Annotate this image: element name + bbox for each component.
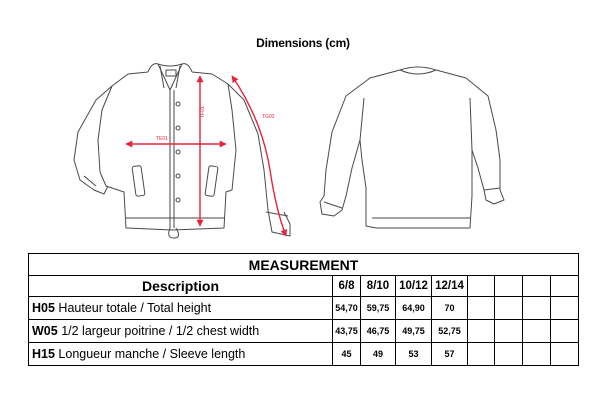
table-cell: 46,75 [361, 320, 396, 343]
table-cell [523, 320, 551, 343]
table-cell: 54,70 [333, 297, 361, 320]
table-cell: 59,75 [361, 297, 396, 320]
table-cell: 49,75 [396, 320, 432, 343]
table-cell [523, 343, 551, 366]
size-header [495, 276, 523, 297]
table-cell [495, 320, 523, 343]
size-header: 6/8 [333, 276, 361, 297]
table-cell [468, 343, 495, 366]
total-height-figure-label: TF01 [200, 106, 206, 118]
table-cell [551, 320, 579, 343]
size-header: 12/14 [432, 276, 468, 297]
size-header: 10/12 [396, 276, 432, 297]
row-label: Hauteur totale / Total height [58, 301, 212, 315]
table-cell [523, 297, 551, 320]
row-label: 1/2 largeur poitrine / 1/2 chest width [61, 324, 260, 338]
table-cell: 49 [361, 343, 396, 366]
table-cell: 64,90 [396, 297, 432, 320]
size-header: 8/10 [361, 276, 396, 297]
table-cell [468, 320, 495, 343]
chest-width-figure-label: TE01 [156, 136, 168, 142]
row-description [29, 297, 333, 320]
table-cell [551, 343, 579, 366]
table-cell: 45 [333, 343, 361, 366]
description-header: Description [29, 276, 333, 297]
size-header [468, 276, 495, 297]
sleeve-length-figure-label: TG02 [262, 114, 275, 120]
size-header [551, 276, 579, 297]
table-header-row [29, 276, 579, 297]
measurement-banner: MEASUREMENT [29, 254, 579, 276]
row-description [29, 343, 333, 366]
jacket-back-view [320, 67, 504, 228]
measurement-table [28, 253, 579, 366]
table-cell [468, 297, 495, 320]
table-cell: 57 [432, 343, 468, 366]
row-description [29, 320, 333, 343]
row-code: H05 [32, 301, 55, 315]
table-row [29, 320, 579, 343]
row-label: Longueur manche / Sleeve length [58, 347, 246, 361]
table-cell: 70 [432, 297, 468, 320]
row-code: H15 [32, 347, 55, 361]
jacket-front-view [74, 64, 290, 238]
table-row [29, 297, 579, 320]
table-cell: 52,75 [432, 320, 468, 343]
table-cell [495, 297, 523, 320]
dimensions-title: Dimensions (cm) [256, 36, 350, 50]
table-cell: 53 [396, 343, 432, 366]
size-header [523, 276, 551, 297]
table-cell: 43,75 [333, 320, 361, 343]
sleeve-length-line [232, 76, 286, 236]
table-cell [495, 343, 523, 366]
row-code: W05 [32, 324, 58, 338]
table-row [29, 343, 579, 366]
table-cell [551, 297, 579, 320]
